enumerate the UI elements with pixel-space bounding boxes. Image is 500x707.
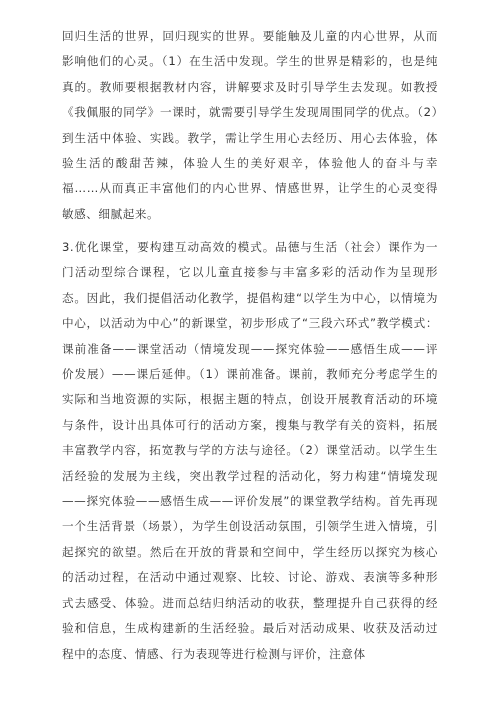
- paragraph-optimize-classroom: 3.优化课堂，要构建互动高效的模式。品德与生活（社会）课作为一门活动型综合课程，它以儿童直接参与丰富多彩的活动作为呈现形态。因此，我们提倡活动化教学，提倡构建“以学生为中心，以情境为中心，以活动为中心”的新课堂，初步形成了“三段六环式”教学模式：课前准备——课堂活动（情境发现——探究体验——感悟生成——评价发展）——课后延伸。（1）课前准备。课前，教师充分考虑学生的实际和当地资源的实际，根据主题的特点，创设开展教育活动的环境与条件，设计出具体可行的活动方案，搜集与教学有关的资料，拓展丰富教学内容，拓宽教与学的方法与途径。（2）课堂活动。以学生生活经验的发展为主线，突出教学过程的活动化，努力构建“情境发现——探究体验——感悟生成——评价发展”的课堂教学结构。首先再现一个生活背景（场景），为学生创设活动氛围，引领学生进入情境，引起探究的欲望。然后在开放的背景和空间中，学生经历以探究为核心的活动过程，在活动中通过观察、比较、讨论、游戏、表演等多种形式去感受、体验。进而总结归纳活动的收获，整理提升自己获得的经验和信息，生成构建新的生活经验。最后对活动成果、收获及活动过程中的态度、情感、行为表现等进行检测与评价，注意体: [62, 240, 438, 661]
- paragraph-life-world: 回归生活的世界，回归现实的世界。要能触及儿童的内心世界，从而影响他们的心灵。（1）在生活中发现。学生的世界是精彩的，也是纯真的。教师要根据教材内容，讲解要求及时引导学生去发现。如教授《我佩服的同学》一课时，就需要引导学生发现周围同学的优点。（2）到生活中体验、实践。教学，需让学生用心去经历、用心去体验，体验生活的酸甜苦辣，体验人生的美好艰辛，体验他人的奋斗与幸福……从而真正丰富他们的内心世界、情感世界，让学生的心灵变得敏感、细腻起来。: [62, 29, 438, 221]
